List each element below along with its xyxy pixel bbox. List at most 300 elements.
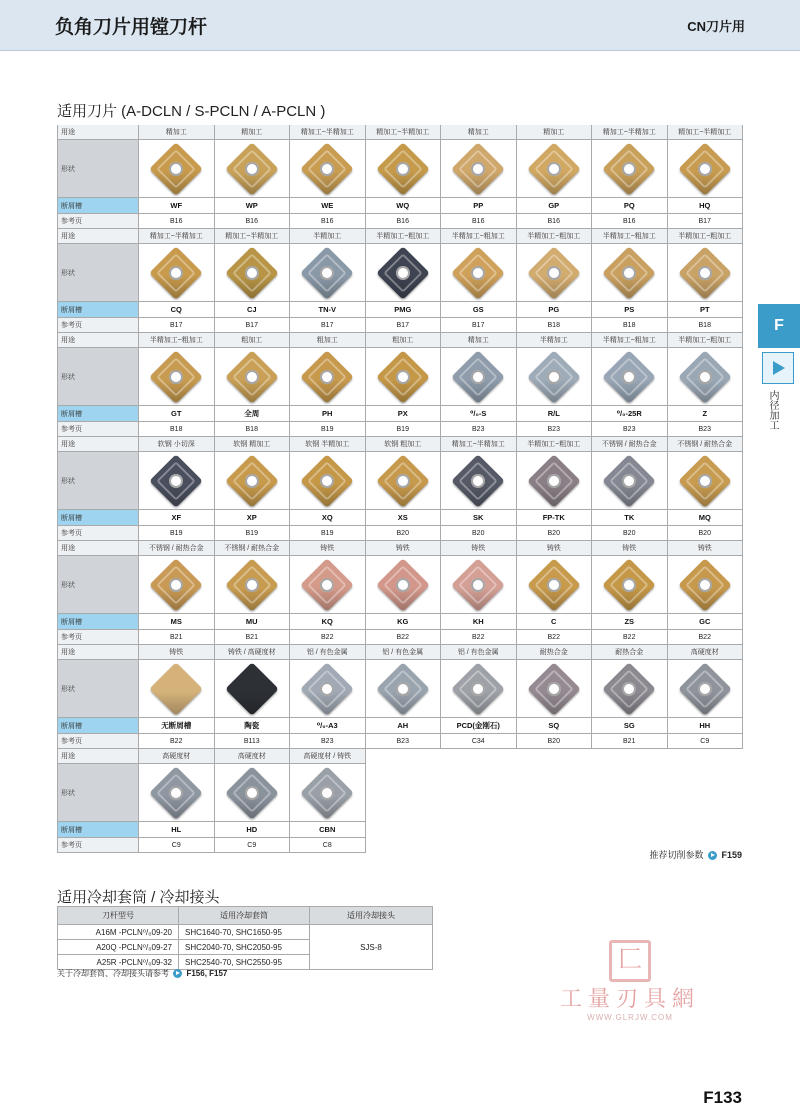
insert-ref-page: B18	[139, 422, 215, 437]
cn-insert-icon	[451, 350, 505, 404]
coolant-note	[57, 968, 227, 979]
cn-insert-icon	[225, 454, 279, 508]
insert-shape-cell	[215, 764, 291, 822]
insert-use: 不锈钢 / 耐热合金	[592, 437, 668, 452]
insert-chipbreaker-ring	[307, 669, 347, 709]
insert-chipbreaker: KH	[441, 614, 517, 630]
insert-chipbreaker: KG	[366, 614, 442, 630]
cn-insert-icon	[149, 246, 203, 300]
insert-use: 耐热合金	[592, 645, 668, 660]
insert-chipbreaker-ring	[383, 253, 423, 293]
cn-insert-icon	[602, 246, 656, 300]
coolant-note-prefix: 关于冷却套筒、冷却接头请参考	[57, 969, 169, 978]
insert-chipbreaker: XF	[139, 510, 215, 526]
insert-block	[57, 437, 743, 541]
insert-chipbreaker: CQ	[139, 302, 215, 318]
insert-shape-cell	[366, 348, 442, 406]
cn-insert-icon	[225, 558, 279, 612]
cn-insert-icon	[602, 350, 656, 404]
insert-chipbreaker-ring	[383, 461, 423, 501]
insert-chipbreaker: KQ	[290, 614, 366, 630]
insert-use: 半精加工~粗加工	[668, 229, 744, 244]
insert-chipbreaker: FP-TK	[517, 510, 593, 526]
insert-use: 精加工	[139, 125, 215, 140]
insert-chipbreaker-ring	[232, 461, 272, 501]
insert-chipbreaker: 陶瓷	[215, 718, 291, 734]
insert-chipbreaker-ring	[685, 149, 725, 189]
insert-ref-page: B17	[441, 318, 517, 333]
insert-chipbreaker: PT	[668, 302, 744, 318]
cn-insert-icon	[149, 662, 203, 716]
section-tab-label: 内径加工	[767, 390, 778, 430]
insert-ref-page: B23	[668, 422, 744, 437]
insert-shape-cell	[290, 764, 366, 822]
insert-shape-cell	[290, 660, 366, 718]
insert-shape-cell	[592, 556, 668, 614]
insert-shape-cell	[592, 244, 668, 302]
insert-shape-cell	[441, 660, 517, 718]
insert-chipbreaker-ring	[458, 669, 498, 709]
cn-insert-icon	[602, 558, 656, 612]
insert-use: 粗加工	[366, 333, 442, 348]
insert-block	[57, 749, 743, 853]
insert-use: 高硬度材 / 铸铁	[290, 749, 366, 764]
insert-chipbreaker: MQ	[668, 510, 744, 526]
cn-insert-icon	[376, 558, 430, 612]
insert-block	[57, 541, 743, 645]
insert-ref-page: B16	[290, 214, 366, 229]
insert-shape-cell	[668, 556, 744, 614]
insert-ref-page: B22	[290, 630, 366, 645]
insert-chipbreaker: XS	[366, 510, 442, 526]
insert-ref-page: B19	[290, 422, 366, 437]
insert-chipbreaker-ring	[534, 253, 574, 293]
cn-insert-icon	[225, 246, 279, 300]
insert-chipbreaker-ring	[609, 357, 649, 397]
insert-ref-page: B20	[441, 526, 517, 541]
insert-chipbreaker: ⁰/₀-A3	[290, 718, 366, 734]
insert-chipbreaker: PQ	[592, 198, 668, 214]
insert-ref-page: B18	[517, 318, 593, 333]
insert-chipbreaker-ring	[534, 669, 574, 709]
insert-use: 精加工	[441, 125, 517, 140]
insert-ref-page: B22	[668, 630, 744, 645]
table-row	[58, 925, 433, 940]
insert-chipbreaker-ring	[609, 461, 649, 501]
insert-ref-page: B17	[290, 318, 366, 333]
insert-chipbreaker-ring	[458, 565, 498, 605]
insert-shape-cell	[441, 348, 517, 406]
insert-shape-cell	[592, 140, 668, 198]
internal-machining-icon	[762, 352, 794, 384]
insert-use: 半精加工~粗加工	[592, 333, 668, 348]
cn-insert-icon	[527, 558, 581, 612]
insert-use: 精加工	[215, 125, 291, 140]
cn-insert-icon	[527, 142, 581, 196]
insert-use: 粗加工	[290, 333, 366, 348]
coolant-sleeve: SHC2540-70, SHC2550-95	[179, 955, 310, 970]
row-label-use: 用途	[57, 229, 139, 244]
page-title: 负角刀片用镗刀杆	[55, 17, 208, 38]
insert-chipbreaker: GS	[441, 302, 517, 318]
insert-chipbreaker-ring	[685, 461, 725, 501]
insert-use: 精加工~半精加工	[668, 125, 744, 140]
recommend-cutting-note	[649, 848, 742, 861]
insert-shape-cell	[592, 660, 668, 718]
watermark	[560, 940, 700, 1022]
insert-use: 铸铁 / 高硬度材	[215, 645, 291, 660]
cn-insert-icon	[678, 454, 732, 508]
insert-shape-cell	[290, 348, 366, 406]
insert-chipbreaker: PCD(金刚石)	[441, 718, 517, 734]
insert-chipbreaker-ring	[307, 565, 347, 605]
insert-use: 铝 / 有色金属	[366, 645, 442, 660]
insert-shape-cell	[517, 556, 593, 614]
insert-chipbreaker: SK	[441, 510, 517, 526]
watermark-url: WWW.GLRJW.COM	[587, 1013, 673, 1022]
insert-chipbreaker: TK	[592, 510, 668, 526]
insert-ref-page: B23	[290, 734, 366, 749]
insert-shape-cell	[517, 660, 593, 718]
insert-shape-cell	[290, 556, 366, 614]
insert-shape-cell	[517, 348, 593, 406]
insert-shape-cell	[441, 140, 517, 198]
insert-chipbreaker-ring	[458, 253, 498, 293]
insert-use: 精加工~半精加工	[366, 125, 442, 140]
insert-shape-cell	[592, 452, 668, 510]
insert-use: 精加工~半精加工	[592, 125, 668, 140]
insert-chipbreaker: PP	[441, 198, 517, 214]
insert-shape-cell	[366, 244, 442, 302]
row-label-chipbreaker: 断屑槽	[57, 302, 139, 318]
insert-chipbreaker: R/L	[517, 406, 593, 422]
cn-insert-icon	[602, 142, 656, 196]
row-label-shape: 形状	[57, 452, 139, 510]
cn-insert-icon	[527, 246, 581, 300]
insert-shape-cell	[215, 348, 291, 406]
cn-insert-icon	[300, 350, 354, 404]
cn-insert-icon	[376, 454, 430, 508]
cn-insert-icon	[678, 350, 732, 404]
insert-shape-cell	[139, 660, 215, 718]
section-tab-f: F	[758, 304, 800, 348]
insert-chipbreaker: 全周	[215, 406, 291, 422]
row-label-ref: 参考页	[57, 838, 139, 853]
insert-chipbreaker-ring	[307, 149, 347, 189]
insert-use: 铸铁	[517, 541, 593, 556]
insert-shape-cell	[517, 244, 593, 302]
insert-ref-page: B16	[366, 214, 442, 229]
insert-use: 精加工~半精加工	[139, 229, 215, 244]
insert-shape-cell	[366, 556, 442, 614]
insert-use: 半精加工~粗加工	[139, 333, 215, 348]
insert-shape-cell	[668, 660, 744, 718]
insert-ref-page: C9	[139, 838, 215, 853]
insert-shape-cell	[441, 556, 517, 614]
cn-insert-icon	[451, 454, 505, 508]
insert-chipbreaker-ring	[383, 149, 423, 189]
insert-use: 半精加工	[290, 229, 366, 244]
cn-insert-icon	[149, 766, 203, 820]
insert-use: 精加工	[441, 333, 517, 348]
coolant-section-title: 适用冷却套筒 / 冷却接头	[57, 889, 220, 906]
insert-shape-cell	[139, 140, 215, 198]
row-label-ref: 参考页	[57, 422, 139, 437]
insert-ref-page: B23	[517, 422, 593, 437]
insert-use: 铸铁	[366, 541, 442, 556]
insert-use: 精加工~半精加工	[290, 125, 366, 140]
insert-chipbreaker-ring	[458, 149, 498, 189]
insert-chipbreaker-ring	[685, 253, 725, 293]
insert-ref-page: C34	[441, 734, 517, 749]
insert-shape-cell	[139, 452, 215, 510]
insert-chipbreaker-ring	[156, 149, 196, 189]
insert-chipbreaker: 无断屑槽	[139, 718, 215, 734]
coolant-col-sleeve: 适用冷却套筒	[179, 907, 310, 925]
cn-insert-icon	[451, 142, 505, 196]
row-label-shape: 形状	[57, 244, 139, 302]
recommend-note-prefix: 推荐切削参数	[649, 850, 704, 860]
coolant-note-ref[interactable]: F156, F157	[186, 969, 228, 978]
insert-use: 半精加工~粗加工	[441, 229, 517, 244]
insert-use: 粗加工	[215, 333, 291, 348]
insert-chipbreaker-ring	[156, 773, 196, 813]
insert-ref-page: B19	[215, 526, 291, 541]
insert-shape-cell	[139, 244, 215, 302]
coolant-model: A20Q -PCLN⁰/₀09-27	[58, 940, 179, 955]
insert-use: 铸铁	[441, 541, 517, 556]
cn-insert-icon	[300, 142, 354, 196]
coolant-col-joint: 适用冷却接头	[310, 907, 433, 925]
insert-chipbreaker: AH	[366, 718, 442, 734]
insert-chipbreaker-ring	[232, 357, 272, 397]
inserts-section-title: 适用刀片 (A-DCLN / S-PCLN / A-PCLN )	[57, 103, 326, 120]
insert-shape-cell	[215, 556, 291, 614]
cn-insert-icon	[451, 246, 505, 300]
cn-insert-icon	[376, 142, 430, 196]
insert-chipbreaker: HL	[139, 822, 215, 838]
cn-insert-icon	[149, 558, 203, 612]
insert-chipbreaker: GP	[517, 198, 593, 214]
insert-use: 半精加工~粗加工	[592, 229, 668, 244]
row-label-shape: 形状	[57, 764, 139, 822]
insert-ref-page: B20	[517, 734, 593, 749]
insert-use: 精加工~半精加工	[215, 229, 291, 244]
cn-insert-icon	[149, 350, 203, 404]
insert-chipbreaker: PS	[592, 302, 668, 318]
coolant-sleeve: SHC2040-70, SHC2050-95	[179, 940, 310, 955]
row-label-ref: 参考页	[57, 734, 139, 749]
insert-chipbreaker-ring	[383, 669, 423, 709]
row-label-use: 用途	[57, 125, 139, 140]
insert-chipbreaker: ZS	[592, 614, 668, 630]
row-label-chipbreaker: 断屑槽	[57, 718, 139, 734]
insert-ref-page: B17	[366, 318, 442, 333]
row-label-ref: 参考页	[57, 526, 139, 541]
insert-ref-page: B19	[366, 422, 442, 437]
insert-ref-page: B23	[441, 422, 517, 437]
insert-shape-cell	[290, 244, 366, 302]
insert-shape-cell	[668, 348, 744, 406]
coolant-table	[57, 906, 433, 970]
cn-insert-icon	[527, 454, 581, 508]
insert-shape-cell	[366, 140, 442, 198]
coolant-col-model: 刀杆型号	[58, 907, 179, 925]
insert-chipbreaker-ring	[232, 773, 272, 813]
insert-chipbreaker-ring	[609, 253, 649, 293]
insert-chipbreaker-ring	[307, 773, 347, 813]
insert-ref-page: B19	[290, 526, 366, 541]
insert-chipbreaker-ring	[685, 565, 725, 605]
insert-chipbreaker-ring	[534, 565, 574, 605]
insert-use: 高硬度材	[668, 645, 744, 660]
insert-shape-cell	[366, 452, 442, 510]
coolant-model: A16M -PCLN⁰/₀09-20	[58, 925, 179, 940]
insert-chipbreaker-ring	[156, 357, 196, 397]
insert-ref-page: B16	[215, 214, 291, 229]
insert-chipbreaker: CBN	[290, 822, 366, 838]
insert-ref-page: B113	[215, 734, 291, 749]
insert-ref-page: B22	[139, 734, 215, 749]
insert-ref-page: B16	[517, 214, 593, 229]
row-label-shape: 形状	[57, 556, 139, 614]
insert-chipbreaker-ring	[156, 461, 196, 501]
insert-use: 半精加工~粗加工	[517, 229, 593, 244]
page-number: F133	[703, 1088, 742, 1107]
insert-chipbreaker: HD	[215, 822, 291, 838]
insert-chipbreaker-ring	[534, 461, 574, 501]
insert-chipbreaker: GT	[139, 406, 215, 422]
cn-insert-icon	[300, 662, 354, 716]
insert-ref-page: B16	[592, 214, 668, 229]
insert-shape-cell	[668, 140, 744, 198]
insert-use: 不锈钢 / 耐热合金	[215, 541, 291, 556]
insert-chipbreaker-ring	[156, 253, 196, 293]
insert-ref-page: B21	[139, 630, 215, 645]
row-label-chipbreaker: 断屑槽	[57, 510, 139, 526]
insert-block	[57, 333, 743, 437]
insert-use: 半精加工~粗加工	[517, 437, 593, 452]
row-label-use: 用途	[57, 437, 139, 452]
recommend-note-ref[interactable]: F159	[721, 850, 742, 860]
insert-use: 铸铁	[139, 645, 215, 660]
cn-insert-icon	[300, 454, 354, 508]
insert-shape-cell	[139, 348, 215, 406]
coolant-sleeve: SHC1640-70, SHC1650-95	[179, 925, 310, 940]
insert-shape-cell	[366, 660, 442, 718]
insert-chipbreaker: Z	[668, 406, 744, 422]
insert-ref-page: B18	[592, 318, 668, 333]
insert-ref-page: B21	[215, 630, 291, 645]
page-link-arrow-icon	[708, 851, 717, 860]
insert-use: 半精加工~粗加工	[668, 333, 744, 348]
insert-block	[57, 229, 743, 333]
insert-use: 软钢 精加工	[215, 437, 291, 452]
insert-shape-cell	[517, 452, 593, 510]
cn-insert-icon	[451, 662, 505, 716]
cn-insert-icon	[602, 662, 656, 716]
row-label-ref: 参考页	[57, 318, 139, 333]
insert-chipbreaker-ring	[534, 149, 574, 189]
insert-chipbreaker: PG	[517, 302, 593, 318]
insert-chipbreaker: WF	[139, 198, 215, 214]
insert-chipbreaker-ring	[609, 565, 649, 605]
row-label-shape: 形状	[57, 140, 139, 198]
insert-use: 精加工~半精加工	[441, 437, 517, 452]
row-label-shape: 形状	[57, 348, 139, 406]
insert-shape-cell	[139, 556, 215, 614]
insert-block	[57, 125, 743, 229]
insert-shape-cell	[290, 452, 366, 510]
cn-insert-icon	[602, 454, 656, 508]
cn-insert-icon	[300, 246, 354, 300]
insert-ref-page: B22	[366, 630, 442, 645]
insert-chipbreaker-ring	[458, 357, 498, 397]
insert-chipbreaker-ring	[232, 149, 272, 189]
cn-insert-icon	[376, 662, 430, 716]
cn-insert-icon	[225, 350, 279, 404]
insert-shape-cell	[668, 452, 744, 510]
insert-ref-page: B22	[441, 630, 517, 645]
cn-insert-icon	[376, 350, 430, 404]
insert-ref-page: B20	[517, 526, 593, 541]
insert-ref-page: B21	[592, 734, 668, 749]
insert-chipbreaker: PX	[366, 406, 442, 422]
insert-shape-cell	[441, 244, 517, 302]
row-label-ref: 参考页	[57, 214, 139, 229]
insert-shape-cell	[290, 140, 366, 198]
insert-ref-page: B16	[441, 214, 517, 229]
watermark-text: 工量刃具網	[560, 987, 701, 1012]
row-label-shape: 形状	[57, 660, 139, 718]
insert-ref-page: B22	[517, 630, 593, 645]
insert-use: 铝 / 有色金属	[290, 645, 366, 660]
page-header	[0, 0, 800, 51]
insert-chipbreaker-ring	[609, 149, 649, 189]
row-label-use: 用途	[57, 333, 139, 348]
insert-shape-cell	[441, 452, 517, 510]
cn-insert-icon	[149, 142, 203, 196]
row-label-chipbreaker: 断屑槽	[57, 822, 139, 838]
insert-use: 高硬度材	[215, 749, 291, 764]
insert-chipbreaker: C	[517, 614, 593, 630]
insert-chipbreaker: HQ	[668, 198, 744, 214]
cn-insert-icon	[300, 558, 354, 612]
insert-use: 高硬度材	[139, 749, 215, 764]
insert-chipbreaker-ring	[232, 253, 272, 293]
insert-chipbreaker-ring	[609, 669, 649, 709]
cn-insert-icon	[149, 454, 203, 508]
cn-insert-icon	[678, 142, 732, 196]
insert-ref-page: B18	[215, 422, 291, 437]
row-label-chipbreaker: 断屑槽	[57, 406, 139, 422]
insert-ref-page: B20	[366, 526, 442, 541]
insert-chipbreaker-ring	[156, 565, 196, 605]
cn-insert-icon	[225, 766, 279, 820]
watermark-logo: 匚	[609, 940, 651, 982]
insert-shape-cell	[139, 764, 215, 822]
cn-insert-icon	[300, 766, 354, 820]
insert-chipbreaker: MU	[215, 614, 291, 630]
header-category-label: CN刀片用	[687, 19, 745, 34]
row-label-chipbreaker: 断屑槽	[57, 614, 139, 630]
insert-chipbreaker: PMG	[366, 302, 442, 318]
insert-ref-page: B17	[668, 214, 744, 229]
insert-use: 半精加工	[517, 333, 593, 348]
insert-chipbreaker-ring	[307, 253, 347, 293]
insert-ref-page: C9	[668, 734, 744, 749]
insert-chipbreaker: SG	[592, 718, 668, 734]
